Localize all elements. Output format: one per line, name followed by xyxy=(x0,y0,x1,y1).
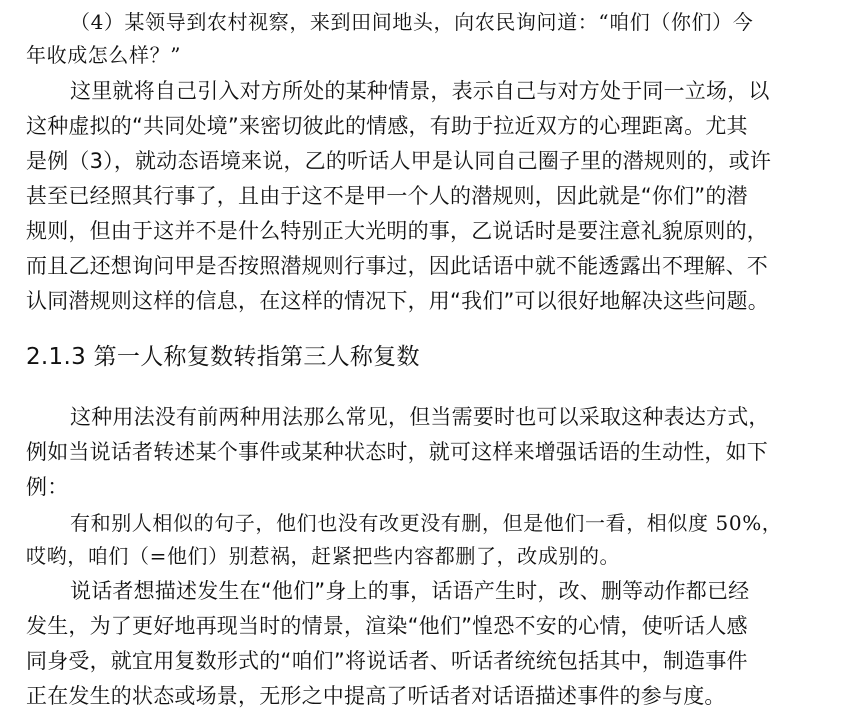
paragraph-1-line-2: 这种虚拟的“共同处境”来密切彼此的情感，有助于拉近双方的心理距离。尤其 xyxy=(26,114,748,138)
paragraph-1-line-7: 认同潜规则这样的信息，在这样的情况下，用“我们”可以很好地解决这些问题。 xyxy=(26,289,769,313)
example-5-line-1: 有和别人相似的句子，他们也没有改更没有删，但是他们一看，相似度 50%， xyxy=(70,511,783,535)
paragraph-1-line-3: 是例（3），就动态语境来说，乙的听话人甲是认同自己圈子里的潜规则的，或许 xyxy=(26,149,772,173)
example-5-line-2: 哎哟，咱们（=他们）别惹祸，赶紧把些内容都删了，改成别的。 xyxy=(26,544,621,568)
paragraph-2-line-1: 这种用法没有前两种用法那么常见，但当需要时也可以采取这种表达方式， xyxy=(70,405,770,429)
paragraph-2-line-2: 例如当说话者转述某个事件或某种状态时，就可这样来增强话语的生动性，如下 xyxy=(26,440,768,464)
paragraph-3-line-2: 发生，为了更好地再现当时的情景，渲染“他们”惶恐不安的心情，使听话人感 xyxy=(26,614,748,638)
paragraph-3-line-3: 同身受，就宜用复数形式的“咱们”将说话者、听话者统统包括其中，制造事件 xyxy=(26,649,748,673)
paragraph-1-line-4: 甚至已经照其行事了，且由于这不是甲一个人的潜规则，因此就是“你们”的潜 xyxy=(26,184,748,208)
paragraph-1-line-1: 这里就将自己引入对方所处的某种情景，表示自己与对方处于同一立场，以 xyxy=(70,79,770,103)
example-4-line-2: 年收成怎么样？” xyxy=(26,43,182,67)
paragraph-1-line-6: 而且乙还想询问甲是否按照潜规则行事过，因此话语中就不能透露出不理解、不 xyxy=(26,254,768,278)
section-heading: 2.1.3 第一人称复数转指第三人称复数 xyxy=(26,344,420,370)
example-4-line-1: （4）某领导到农村视察，来到田间地头，向农民询问道：“咱们（你们）今 xyxy=(70,10,754,34)
paragraph-1-line-5: 规则，但由于这并不是什么特别正大光明的事，乙说话时是要注意礼貌原则的， xyxy=(26,219,768,243)
paragraph-3-line-1: 说话者想描述发生在“他们”身上的事，话语产生时，改、删等动作都已经 xyxy=(70,579,750,603)
paragraph-2-line-3: 例： xyxy=(26,475,69,499)
paragraph-3-line-4: 正在发生的状态或场景，无形之中提高了听话者对话语描述事件的参与度。 xyxy=(26,684,726,708)
